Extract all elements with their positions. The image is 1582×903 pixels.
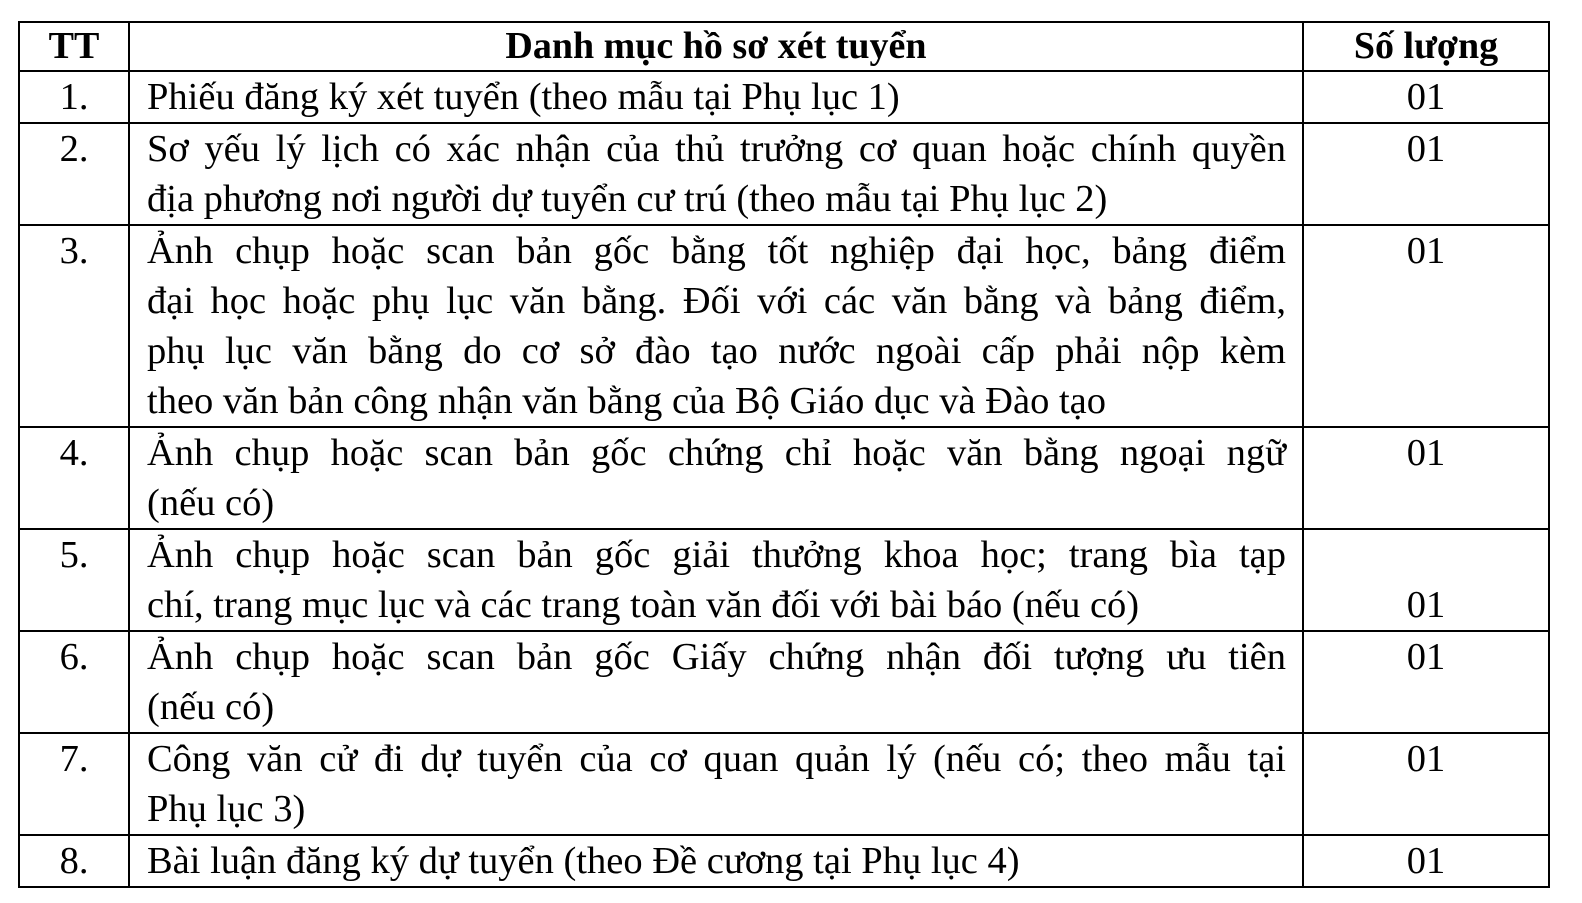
- table-row: [19, 71, 1549, 123]
- row-number: 5.: [19, 529, 129, 631]
- header-document-list: Danh mục hồ sơ xét tuyển: [129, 22, 1303, 71]
- description-line: địa phương nơi người dự tuyển cư trú (theo mẫu tại Phụ lục 2): [147, 178, 1108, 220]
- quantity-value: 01: [1303, 733, 1549, 835]
- row-number: 2.: [19, 123, 129, 225]
- description-line: (nếu có): [147, 482, 275, 524]
- table-row: [19, 225, 1549, 427]
- row-number: 8.: [19, 835, 129, 887]
- document-description: [129, 71, 1303, 123]
- quantity-value: 01: [1303, 71, 1549, 123]
- quantity-value: 01: [1303, 225, 1549, 427]
- table-row: [19, 123, 1549, 225]
- table-row: [19, 733, 1549, 835]
- table-row: [19, 427, 1549, 529]
- table-header-row: [19, 22, 1549, 71]
- document-description: [129, 427, 1303, 529]
- description-line: (nếu có): [147, 686, 275, 728]
- quantity-value: 01: [1303, 631, 1549, 733]
- row-number: 1.: [19, 71, 129, 123]
- description-line: Công văn cử đi dự tuyển của cơ quan quản lý (nếu có; theo mẫu tại: [147, 738, 1286, 780]
- document-description: [129, 529, 1303, 631]
- table-row: [19, 835, 1549, 887]
- row-number: 4.: [19, 427, 129, 529]
- description-line: Ảnh chụp hoặc scan bản gốc giải thưởng khoa học; trang bìa tạp: [147, 534, 1286, 576]
- description-line: Bài luận đăng ký dự tuyển (theo Đề cương tại Phụ lục 4): [147, 840, 1020, 882]
- table-row: [19, 631, 1549, 733]
- description-line: Ảnh chụp hoặc scan bản gốc chứng chỉ hoặc văn bằng ngoại ngữ: [147, 432, 1286, 474]
- document-description: [129, 733, 1303, 835]
- description-line: phụ lục văn bằng do cơ sở đào tạo nước ngoài cấp phải nộp kèm: [147, 330, 1286, 372]
- table-row: [19, 529, 1549, 631]
- description-line: Ảnh chụp hoặc scan bản gốc bằng tốt nghiệp đại học, bảng điểm: [147, 230, 1286, 272]
- row-number: 3.: [19, 225, 129, 427]
- document-description: [129, 631, 1303, 733]
- description-line: Phiếu đăng ký xét tuyển (theo mẫu tại Phụ lục 1): [147, 76, 900, 118]
- document-table: [18, 21, 1550, 888]
- quantity-value: 01: [1303, 835, 1549, 887]
- quantity-value: 01: [1303, 123, 1549, 225]
- row-number: 6.: [19, 631, 129, 733]
- row-number: 7.: [19, 733, 129, 835]
- description-line: theo văn bản công nhận văn bằng của Bộ Giáo dục và Đào tạo: [147, 380, 1106, 422]
- description-line: Phụ lục 3): [147, 788, 306, 830]
- document-description: [129, 835, 1303, 887]
- description-line: đại học hoặc phụ lục văn bằng. Đối với các văn bằng và bảng điểm,: [147, 280, 1286, 322]
- document-description: [129, 225, 1303, 427]
- quantity-value: 01: [1303, 427, 1549, 529]
- document-description: [129, 123, 1303, 225]
- description-line: chí, trang mục lục và các trang toàn văn đối với bài báo (nếu có): [147, 584, 1140, 626]
- header-tt: TT: [19, 22, 129, 71]
- quantity-value: 01: [1303, 529, 1549, 631]
- header-quantity: Số lượng: [1303, 22, 1549, 71]
- description-line: Ảnh chụp hoặc scan bản gốc Giấy chứng nhận đối tượng ưu tiên: [147, 636, 1286, 678]
- description-line: Sơ yếu lý lịch có xác nhận của thủ trưởng cơ quan hoặc chính quyền: [147, 128, 1286, 170]
